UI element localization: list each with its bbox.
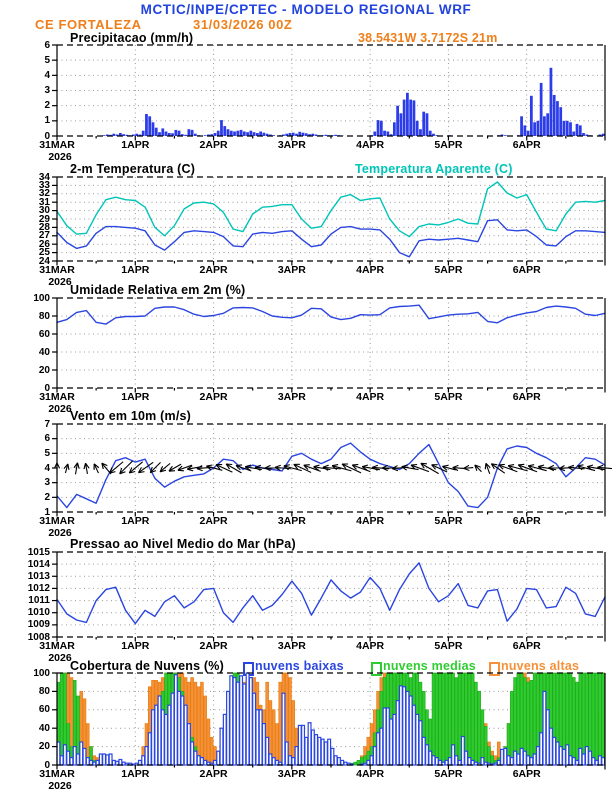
header-run-datetime: 31/03/2026 00Z — [193, 17, 293, 32]
plot-area-5 — [57, 673, 605, 765]
x-tick-label: 1APR — [121, 139, 150, 151]
x-tick-label: 31MAR — [39, 391, 75, 403]
y-tick-label: 80 — [38, 685, 50, 697]
legend-label-high-clouds: nuvens altas — [501, 659, 580, 673]
y-tick-label: 6 — [44, 433, 50, 445]
y-tick-label: 60 — [38, 704, 50, 716]
y-tick-label: 4 — [44, 69, 50, 81]
y-tick-label: 4 — [44, 462, 50, 474]
x-tick-label: 6APR — [512, 264, 541, 276]
y-tick-label: 5 — [44, 54, 50, 66]
panel-title-temperature: 2-m Temperatura (C) — [70, 162, 196, 176]
panel-title-relative-humidity: Umidade Relativa em 2m (%) — [70, 283, 246, 297]
y-tick-label: 24 — [38, 255, 50, 267]
y-tick-label: 20 — [38, 741, 50, 753]
y-tick-label: 1011 — [28, 595, 50, 607]
header-title: MCTIC/INPE/CPTEC - MODELO REGIONAL WRF — [140, 2, 472, 17]
x-tick-label: 31MAR — [39, 640, 75, 652]
x-tick-label: 31MAR — [39, 139, 75, 151]
x-tick-label: 3APR — [277, 768, 306, 780]
y-tick-label: 40 — [38, 722, 50, 734]
y-tick-label: 32 — [38, 188, 50, 200]
x-tick-label: 3APR — [277, 640, 306, 652]
panel-title-precipitation: Precipitacao (mm/h) — [70, 31, 194, 45]
y-tick-label: 1013 — [27, 570, 50, 582]
x-tick-label: 1APR — [121, 515, 150, 527]
x-tick-label: 4APR — [356, 139, 385, 151]
panel-title-wind: Vento em 10m (m/s) — [70, 409, 192, 423]
y-tick-label: 60 — [38, 328, 50, 340]
header-station: CE FORTALEZA — [35, 17, 142, 32]
y-tick-label: 1008 — [27, 631, 50, 643]
y-tick-label: 30 — [38, 205, 50, 217]
x-tick-label: 3APR — [277, 139, 306, 151]
plot-area-2 — [57, 298, 605, 388]
y-tick-label: 3 — [44, 85, 50, 96]
x-tick-label: 3APR — [277, 264, 306, 276]
x-tick-label: 31MAR — [39, 768, 75, 780]
x-tick-label: 2APR — [199, 264, 228, 276]
y-tick-label: 1015 — [27, 546, 50, 558]
x-tick-label: 1APR — [121, 768, 150, 780]
y-tick-label: 0 — [44, 759, 50, 771]
x-axis-year-label: 2026 — [48, 276, 72, 288]
legend-label-low-clouds: nuvens baixas — [255, 659, 344, 673]
x-tick-label: 1APR — [121, 264, 150, 276]
x-tick-label: 6APR — [512, 640, 541, 652]
x-tick-label: 3APR — [277, 515, 306, 527]
y-tick-label: 29 — [38, 213, 50, 225]
plot-area-0 — [57, 45, 605, 136]
y-tick-label: 0 — [44, 382, 50, 394]
x-tick-label: 4APR — [356, 515, 385, 527]
x-tick-label: 5APR — [434, 640, 463, 652]
x-tick-label: 5APR — [434, 768, 463, 780]
panel-title-sea-level-pressure: Pressao ao Nivel Medio do Mar (hPa) — [70, 537, 296, 551]
legend-label-mid-clouds: nuvens medias — [383, 659, 476, 673]
plot-area-3 — [57, 424, 605, 512]
station-coordinates-label: 38.5431W 3.7172S 21m — [358, 31, 498, 45]
x-tick-label: 2APR — [199, 768, 228, 780]
plot-area-4 — [57, 552, 605, 637]
y-tick-label: 1014 — [27, 558, 50, 570]
y-tick-label: 1012 — [27, 582, 50, 594]
x-tick-label: 2APR — [199, 640, 228, 652]
y-tick-label: 27 — [38, 230, 50, 242]
panel-label-apparent-temperature: Temperatura Aparente (C) — [355, 162, 513, 176]
y-tick-label: 40 — [38, 346, 50, 358]
y-tick-label: 0 — [44, 130, 50, 142]
y-tick-label: 1010 — [27, 607, 50, 619]
x-tick-label: 2APR — [199, 139, 228, 151]
x-tick-label: 3APR — [277, 391, 306, 403]
y-tick-label: 100 — [33, 292, 50, 304]
x-tick-label: 4APR — [356, 391, 385, 403]
y-tick-label: 26 — [38, 238, 50, 250]
y-tick-label: 5 — [44, 447, 50, 459]
y-tick-label: 31 — [38, 196, 50, 208]
x-axis-year-label: 2026 — [48, 151, 72, 163]
x-tick-label: 4APR — [356, 264, 385, 276]
x-axis-year-label: 2026 — [48, 652, 72, 664]
y-tick-label: 33 — [38, 179, 50, 191]
y-tick-label: 7 — [44, 418, 50, 430]
x-tick-label: 4APR — [356, 768, 385, 780]
x-axis-year-label: 2026 — [48, 527, 72, 539]
y-tick-label: 6 — [44, 39, 50, 51]
y-tick-label: 2 — [44, 491, 50, 503]
y-tick-label: 80 — [38, 310, 50, 322]
panel-title-cloud-cover: Cobertura de Nuvens (%) — [70, 659, 224, 673]
x-tick-label: 6APR — [512, 139, 541, 151]
x-tick-label: 5APR — [434, 139, 463, 151]
x-tick-label: 1APR — [121, 391, 150, 403]
y-tick-label: 3 — [44, 477, 50, 489]
y-tick-label: 20 — [38, 364, 50, 376]
y-tick-label: 1 — [44, 506, 50, 518]
x-tick-label: 5APR — [434, 264, 463, 276]
x-tick-label: 6APR — [512, 515, 541, 527]
x-axis-year-label: 2026 — [48, 403, 72, 415]
x-tick-label: 6APR — [512, 391, 541, 403]
y-tick-label: 25 — [38, 247, 50, 259]
x-tick-label: 6APR — [512, 768, 541, 780]
x-tick-label: 31MAR — [39, 515, 75, 527]
plot-area-1 — [57, 177, 605, 261]
x-tick-label: 5APR — [434, 515, 463, 527]
y-tick-label: 34 — [38, 171, 50, 183]
y-tick-label: 1009 — [27, 619, 50, 631]
x-tick-label: 4APR — [356, 640, 385, 652]
x-tick-label: 31MAR — [39, 264, 75, 276]
y-tick-label: 28 — [38, 221, 50, 233]
y-tick-label: 1 — [44, 115, 50, 127]
y-tick-label: 2 — [44, 100, 50, 112]
y-tick-label: 100 — [33, 667, 50, 679]
x-tick-label: 2APR — [199, 391, 228, 403]
x-tick-label: 1APR — [121, 640, 150, 652]
x-tick-label: 2APR — [199, 515, 228, 527]
x-axis-year-label: 2026 — [48, 780, 72, 792]
x-tick-label: 5APR — [434, 391, 463, 403]
